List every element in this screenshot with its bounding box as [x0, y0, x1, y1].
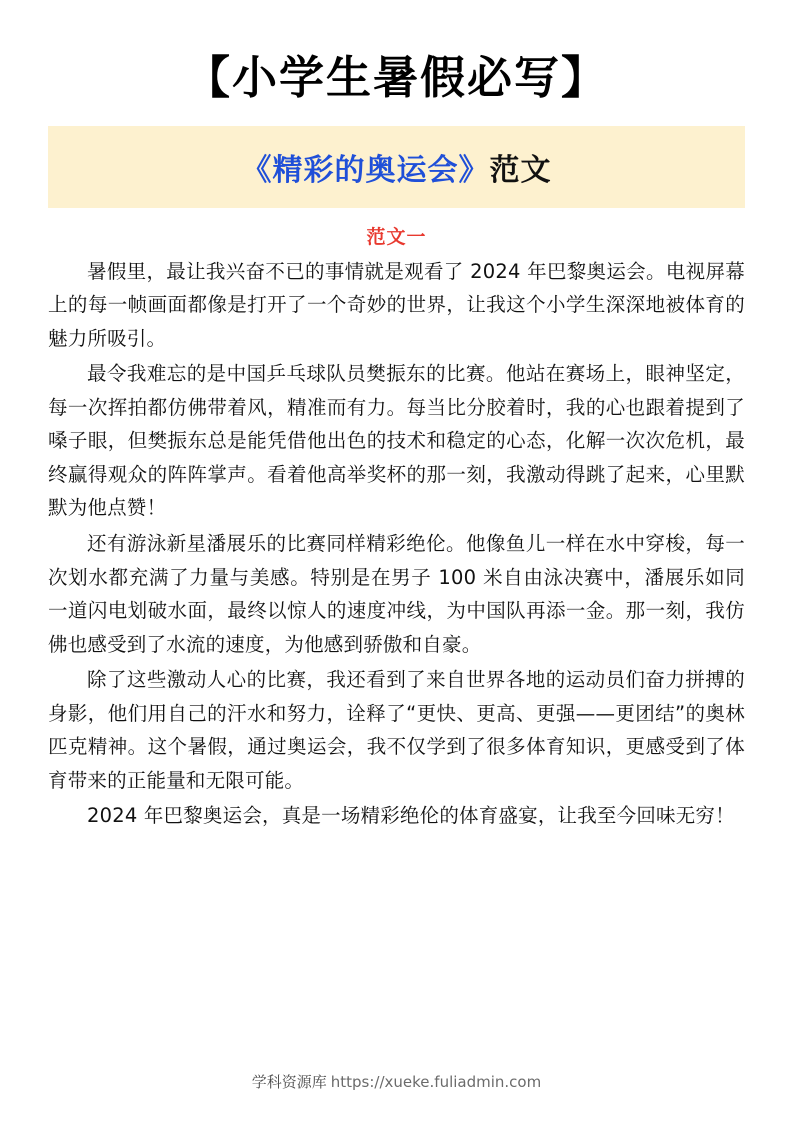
footer-watermark [0, 1071, 793, 1092]
paragraph: 还有游泳新星潘展乐的比赛同样精彩绝伦。他像鱼儿一样在水中穿梭，每一次划水都充满了力量与美感。特别是在男子 100 米自由泳决赛中，潘展乐如同一道闪电划破水面，最终以惊人的速度冲线，为中国队再添一金。那一刻，我仿佛也感受到了水流的速度，为他感到骄傲和自豪。 [48, 532, 745, 656]
paragraph: 最令我难忘的是中国乒乓球队员樊振东的比赛。他站在赛场上，眼神坚定，每一次挥拍都仿佛带着风，精准而有力。每当比分胶着时，我的心也跟着提到了嗓子眼，但樊振东总是能凭借他出色的技术和稳定的心态，化解一次次危机，最终赢得观众的阵阵掌声。看着他高举奖杯的那一刻，我激动得跳了起来，心里默默为他点赞！ [48, 362, 745, 520]
paragraph: 暑假里，最让我兴奋不已的事情就是观看了 2024 年巴黎奥运会。电视屏幕上的每一帧画面都像是打开了一个奇妙的世界，让我这个小学生深深地被体育的魅力所吸引。 [48, 259, 745, 350]
section-label: 范文一 [366, 225, 427, 248]
site-url: https://xueke.fuliadmin.com [330, 1073, 542, 1091]
site-name: 学科资源库 [251, 1073, 327, 1091]
page-title: 【小学生暑假必写】 [184, 51, 608, 104]
essay-body [48, 255, 745, 833]
subtitle-suffix: 范文 [489, 152, 552, 188]
paragraph: 除了这些激动人心的比赛，我还看到了来自世界各地的运动员们奋力拼搏的身影，他们用自己的汗水和努力，诠释了“更快、更高、更强——更团结”的奥林匹克精神。这个暑假，通过奥运会，我不仅学到了很多体育知识，更感受到了体育带来的正能量和无限可能。 [48, 668, 745, 792]
paragraph: 2024 年巴黎奥运会，真是一场精彩绝伦的体育盛宴，让我至今回味无穷！ [87, 804, 735, 828]
subtitle-banner [48, 126, 745, 208]
subtitle [242, 145, 552, 189]
subtitle-highlight: 《精彩的奥运会》 [241, 152, 490, 188]
